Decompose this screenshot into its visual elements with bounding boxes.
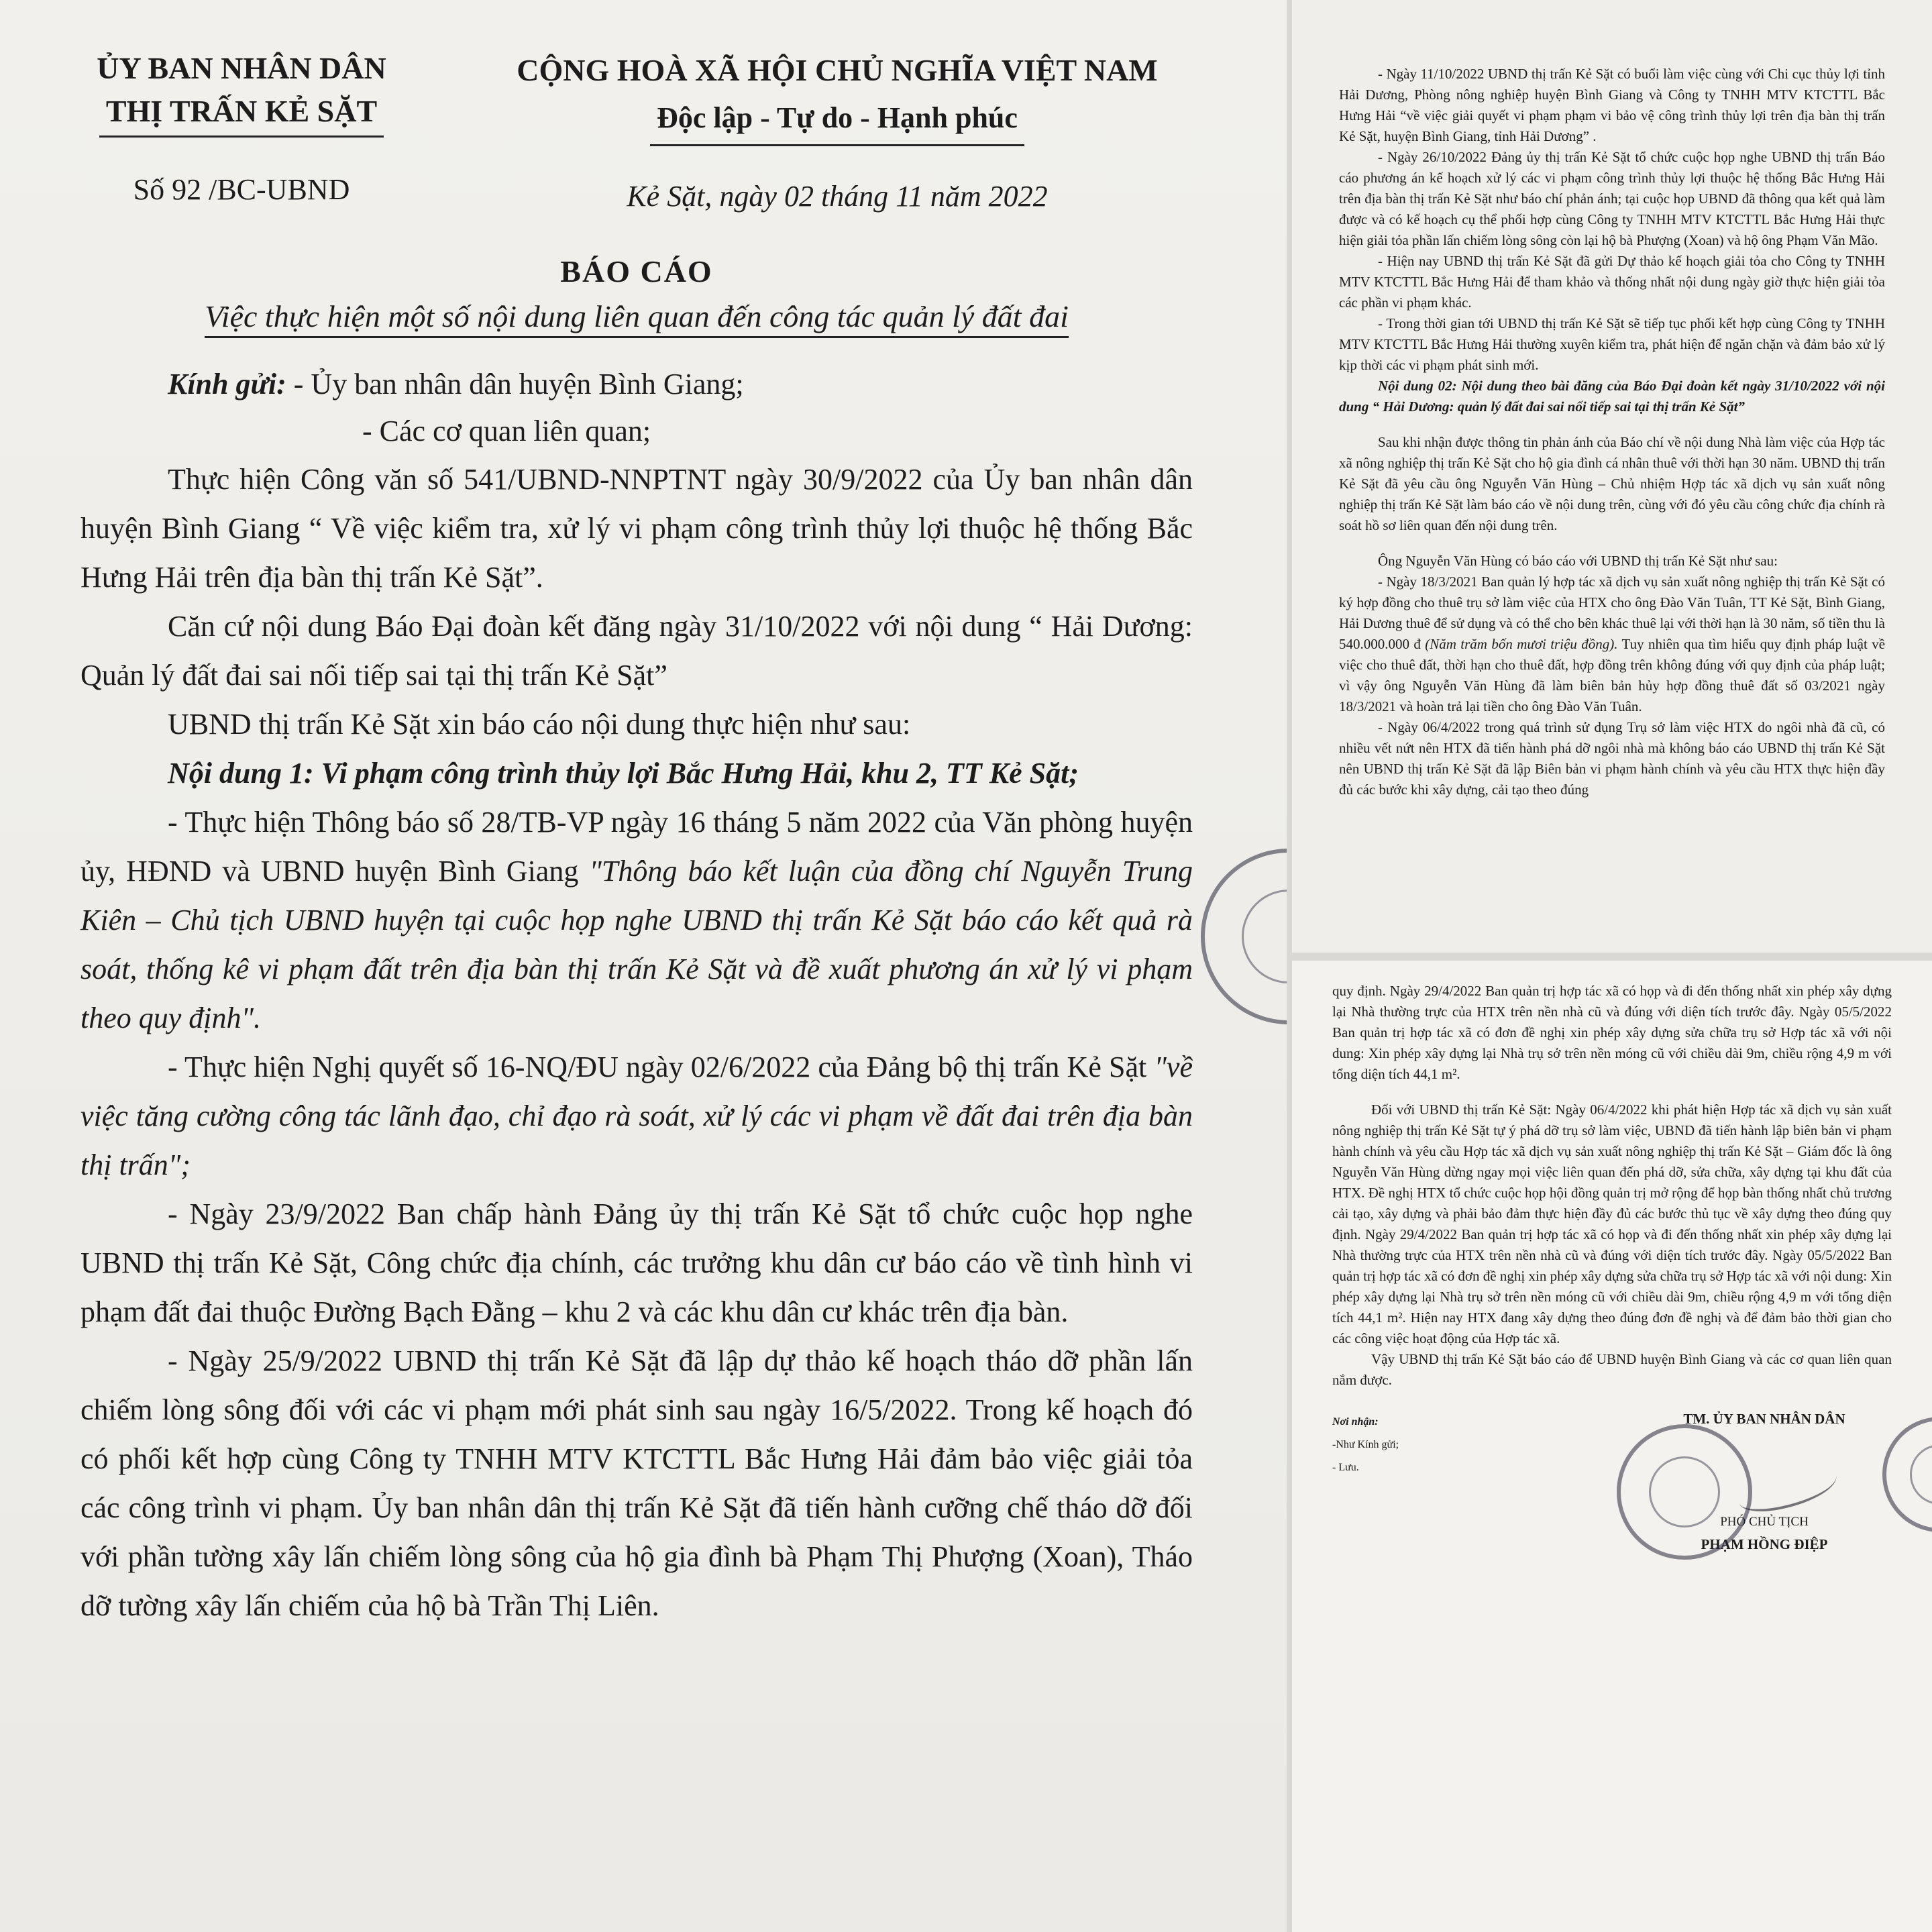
document-page-2 xyxy=(1292,0,1932,953)
paragraph: Đối với UBND thị trấn Kẻ Sặt: Ngày 06/4/2022 khi phát hiện Hợp tác xã dịch vụ sản xuất nông nghiệp thị trấn Kẻ Sặt tự ý phá dỡ trụ sở làm việc, UBND đã tiến hành lập biên bản vi phạm hành chính và yêu cầu Hợp tác xã dịch vụ sản xuất nông nghiệp thị trấn Kẻ Sặt – Giám đốc là ông Nguyễn Văn Hùng dừng ngay mọi việc liên quan đến phá dỡ, sửa chữa, xây dựng tại khu đất của HTX. Đề nghị HTX tổ chức cuộc họp hội đồng quản trị mở rộng để họp bàn thống nhất chủ trương cải tạo, xây dựng và phải bảo đảm thực hiện đầy đủ các bước thủ tục về xây dựng theo đúng quy định. Ngày 29/4/2022 Ban quản trị hợp tác xã có họp và đi đến thống nhất xin phép xây dựng lại Nhà thường trực của HTX trên nền nhà cũ và đúng với diện tích trước đây. Ngày 05/5/2022 Ban quản trị hợp tác xã có đơn đề nghị xin phép xây dựng sửa chữa trụ sở Hợp tác xã với nội dung: Xin phép xây dựng lại Nhà trụ sở trên nền móng cũ với chiều dài 9m, chiều rộng 4,9 m với tổng diện tích 44,1 m². Hiện nay HTX đang xây dựng theo đúng đơn đề nghị và để đảm bảo thời gian cho các công việc hoạt động của Hợp tác xã. xyxy=(1332,1102,1892,1346)
paragraph xyxy=(80,1042,1193,1189)
document-header xyxy=(80,47,1193,220)
org-line-1: ỦY BAN NHÂN DÂN xyxy=(97,51,386,85)
document-title: BÁO CÁO xyxy=(560,254,713,288)
paragraph: - Hiện nay UBND thị trấn Kẻ Sặt đã gửi Dự thảo kế hoạch giải tỏa cho Công ty TNHH MTV KTCTTL Bắc Hưng Hải để tham khảo và thống nhất nội dung ngày giờ thực hiện giải tỏa các phần vi phạm khác. xyxy=(1339,253,1885,311)
paragraph xyxy=(80,798,1193,1042)
document-page-3 xyxy=(1292,961,1932,1932)
paragraph: Vậy UBND thị trấn Kẻ Sặt báo cáo để UBND huyện Bình Giang và các cơ quan liên quan nắm được. xyxy=(1332,1351,1892,1388)
national-heading xyxy=(482,47,1193,220)
recipients-list xyxy=(1332,1411,1399,1553)
noi-nhan-item: - Lưu. xyxy=(1332,1462,1359,1473)
org-line-2: THỊ TRẤN KẺ SẶT xyxy=(99,90,384,138)
paragraph-text: - Thực hiện Nghị quyết số 16-NQ/ĐU ngày 02/6/2022 của Đảng bộ thị trấn Kẻ Sặt xyxy=(168,1051,1155,1083)
paragraph-amount-words: (Năm trăm bốn mươi triệu đồng). xyxy=(1425,636,1618,652)
signer-role: PHÓ CHỦ TỊCH xyxy=(1720,1515,1809,1529)
paragraph-text: - Ngày 18/3/2021 Ban quản lý hợp tác xã dịch vụ sản xuất nông nghiệp thị trấn Kẻ Sặt có ký hợp đồng cho thuê trụ sở làm việc của HTX cho ông Đào Văn Tuân, TT Kẻ Sặt, Bình Giang, Hải Dương thuê để sử dụng và có thể cho bên khác thuê lại với thời hạn là 30 năm, số tiền thu là 540.000.000 đ xyxy=(1339,574,1885,652)
signature-mark xyxy=(1735,1461,1841,1517)
issuing-organization xyxy=(80,47,402,220)
recipient-1: - Ủy ban nhân dân huyện Bình Giang; xyxy=(293,368,744,400)
paragraph: - Trong thời gian tới UBND thị trấn Kẻ Sặt sẽ tiếp tục phối kết hợp cùng Công ty TNHH MTV KTCTTL Bắc Hưng Hải thường xuyên kiểm tra, phát hiện để ngăn chặn và đảm bảo xử lý kịp thời các vi phạm phát sinh mới. xyxy=(1339,315,1885,373)
section-heading-2: Nội dung 02: Nội dung theo bài đăng của Báo Đại đoàn kết ngày 31/10/2022 với nội dung “ Hải Dương: quản lý đất đai sai nối tiếp sai tại thị trấn Kẻ Sặt” xyxy=(1339,378,1885,415)
paragraph: - Ngày 25/9/2022 UBND thị trấn Kẻ Sặt đã lập dự thảo kế hoạch tháo dỡ phần lấn chiếm lòng sông đối với các vi phạm mới phát sinh sau ngày 16/5/2022. Trong kế hoạch đó có phối kết hợp cùng Công ty TNHH MTV KTCTTL Bắc Hưng Hải đảm bảo việc giải tỏa các công trình vi phạm. Ủy ban nhân dân thị trấn Kẻ Sặt đã tiến hành cưỡng chế tháo dỡ đối với phần tường xây lấn chiếm lòng sông của hộ gia đình bà Phạm Thị Phượng (Xoan), Tháo dỡ tường xây lấn chiếm của hộ bà Trần Thị Liên. xyxy=(80,1344,1193,1622)
paragraph: - Ngày 26/10/2022 Đảng ủy thị trấn Kẻ Sặt tổ chức cuộc họp nghe UBND thị trấn Báo cáo phương án kế hoạch xử lý các vi phạm công trình thủy lợi thuộc hệ thống Bắc Hưng Hải trên địa bàn thị trấn Kẻ Sặt như báo chí phản ánh; tại cuộc họp UBND đã thông qua kết quả làm được và có kế hoạch cụ thể phối hợp cùng Công ty TNHH MTV KTCTTL Bắc Hưng Hải thực hiện giải tỏa phần lấn chiếm lòng sông còn lại hộ bà Phượng (Xoan) và hộ ông Phạm Văn Mão. xyxy=(1339,149,1885,248)
national-motto: Độc lập - Tự do - Hạnh phúc xyxy=(650,95,1024,146)
paragraph: - Ngày 23/9/2022 Ban chấp hành Đảng ủy thị trấn Kẻ Sặt tổ chức cuộc họp nghe UBND thị trấn Kẻ Sặt, Công chức địa chính, các trưởng khu dân cư báo cáo về tình hình vi phạm đất đai thuộc Đường Bạch Đằng – khu 2 và các khu dân cư khác trên địa bàn. xyxy=(80,1197,1193,1328)
paragraph: Căn cứ nội dung Báo Đại đoàn kết đăng ngày 31/10/2022 với nội dung “ Hải Dương: Quản lý đất đai sai nối tiếp sai tại thị trấn Kẻ Sặt” xyxy=(80,610,1193,692)
signer-organization: TM. ỦY BAN NHÂN DÂN xyxy=(1683,1411,1845,1427)
paragraph: Sau khi nhận được thông tin phản ánh của Báo chí về nội dung Nhà làm việc của Hợp tác xã nông nghiệp thị trấn Kẻ Sặt cho hộ gia đình cá nhân thuê với thời hạn 30 năm. UBND thị trấn Kẻ Sặt đã yêu cầu ông Nguyễn Văn Hùng – Chủ nhiệm Hợp tác xã dịch vụ sản xuất nông nghiệp thị trấn Kẻ Sặt làm báo cáo về nội dung trên, cùng với đó yêu cầu công chức địa chính rà soát hồ sơ liên quan đến nội dung trên. xyxy=(1339,434,1885,533)
document-number: Số 92 /BC-UBND xyxy=(133,173,350,206)
paragraph-quote: "về việc tăng cường công tác lãnh đạo, chỉ đạo rà soát, xử lý các vi phạm về đất đai trên địa bàn thị trấn"; xyxy=(80,1051,1193,1181)
paragraph xyxy=(1339,572,1885,717)
official-seal-partial xyxy=(1201,849,1287,1024)
signer-name: PHẠM HỒNG ĐIỆP xyxy=(1701,1536,1828,1552)
paragraph-text: - Thực hiện Thông báo số 28/TB-VP ngày 16 tháng 5 năm 2022 của Văn phòng huyện ủy, HĐND và UBND huyện Bình Giang xyxy=(80,806,1193,888)
subtitle-text: Việc thực hiện một số nội dung liên quan đến công tác quản lý đất đai xyxy=(205,299,1069,338)
signature-block xyxy=(1332,1411,1892,1553)
noi-nhan-label: Nơi nhận: xyxy=(1332,1416,1379,1428)
paragraph: Ông Nguyễn Văn Hùng có báo cáo với UBND thị trấn Kẻ Sặt như sau: xyxy=(1378,553,1778,569)
document-subtitle xyxy=(80,299,1193,334)
paragraph: - Ngày 06/4/2022 trong quá trình sử dụng Trụ sở làm việc HTX do ngôi nhà đã cũ, có nhiều vết nứt nên HTX đã tiến hành phá dỡ ngôi nhà mà không báo cáo UBND thị trấn Kẻ Sặt nên UBND thị trấn Kẻ Sặt đã lập Biên bản vi phạm hành chính và yêu cầu HTX thực hiện đầy đủ các bước khi xây dựng, cải tạo theo đúng xyxy=(1339,719,1885,798)
section-heading-1: Nội dung 1: Vi phạm công trình thủy lợi Bắc Hưng Hải, khu 2, TT Kẻ Sặt; xyxy=(168,757,1079,790)
paragraph: - Ngày 11/10/2022 UBND thị trấn Kẻ Sặt có buổi làm việc cùng với Chi cục thủy lợi tỉnh Hải Dương, Phòng nông nghiệp huyện Bình Giang và Công ty TNHH MTV KTCTTL Bắc Hưng Hải “về việc giải quyết vi phạm phạm vi bảo vệ công trình thủy lợi trên địa bàn thị trấn Kẻ Sặt, huyện Bình Giang, tỉnh Hải Dương” . xyxy=(1339,66,1885,144)
document-body xyxy=(80,455,1193,1630)
signer xyxy=(1637,1411,1892,1553)
noi-nhan-item: -Như Kính gửi; xyxy=(1332,1439,1399,1450)
recipient-2: - Các cơ quan liên quan; xyxy=(362,415,651,447)
paragraph-text: Tuy nhiên qua tìm hiểu quy định pháp luật về việc cho thuê đất, thời hạn cho thuê đất, hợp đồng trên không đúng với quy định của pháp luật; vì vậy ông Nguyễn Văn Hùng đã làm biên bản hủy hợp đồng thuê đất số 03/2021 ngày 18/3/2021 và hoàn trả lại tiền cho ông Đào Văn Tuân. xyxy=(1339,636,1886,714)
kinh-gui-label: Kính gửi: xyxy=(168,368,286,400)
official-seal xyxy=(1617,1424,1752,1560)
paragraph: UBND thị trấn Kẻ Sặt xin báo cáo nội dung thực hiện như sau: xyxy=(168,708,911,741)
document-date: Kẻ Sặt, ngày 02 tháng 11 năm 2022 xyxy=(627,180,1048,213)
recipients-block xyxy=(80,361,1193,455)
paragraph-quote: "Thông báo kết luận của đồng chí Nguyễn Trung Kiên – Chủ tịch UBND huyện tại cuộc họp nghe UBND thị trấn Kẻ Sặt báo cáo kết quả rà soát, thống kê vi phạm đất trên địa bàn thị trấn Kẻ Sặt và đề xuất phương án xử lý vi phạm theo quy định". xyxy=(80,855,1193,1034)
paragraph: Thực hiện Công văn số 541/UBND-NNPTNT ngày 30/9/2022 của Ủy ban nhân dân huyện Bình Giang “ Về việc kiểm tra, xử lý vi phạm công trình thủy lợi thuộc hệ thống Bắc Hưng Hải trên địa bàn thị trấn Kẻ Sặt”. xyxy=(80,463,1193,594)
nation-name: CỘNG HOÀ XÃ HỘI CHỦ NGHĨA VIỆT NAM xyxy=(517,53,1158,87)
paragraph: quy định. Ngày 29/4/2022 Ban quản trị hợp tác xã có họp và đi đến thống nhất xin phép xây dựng lại Nhà thường trực của HTX trên nền nhà cũ và đúng với diện tích trước đây. Ngày 05/5/2022 Ban quản trị hợp tác xã có đơn đề nghị xin phép xây dựng sửa chữa trụ sở Hợp tác xã với nội dung: Xin phép xây dựng lại Nhà trụ sở trên nền móng cũ với chiều dài 9m, chiều rộng 4,9 m với tổng diện tích 44,1 m². xyxy=(1332,983,1892,1082)
